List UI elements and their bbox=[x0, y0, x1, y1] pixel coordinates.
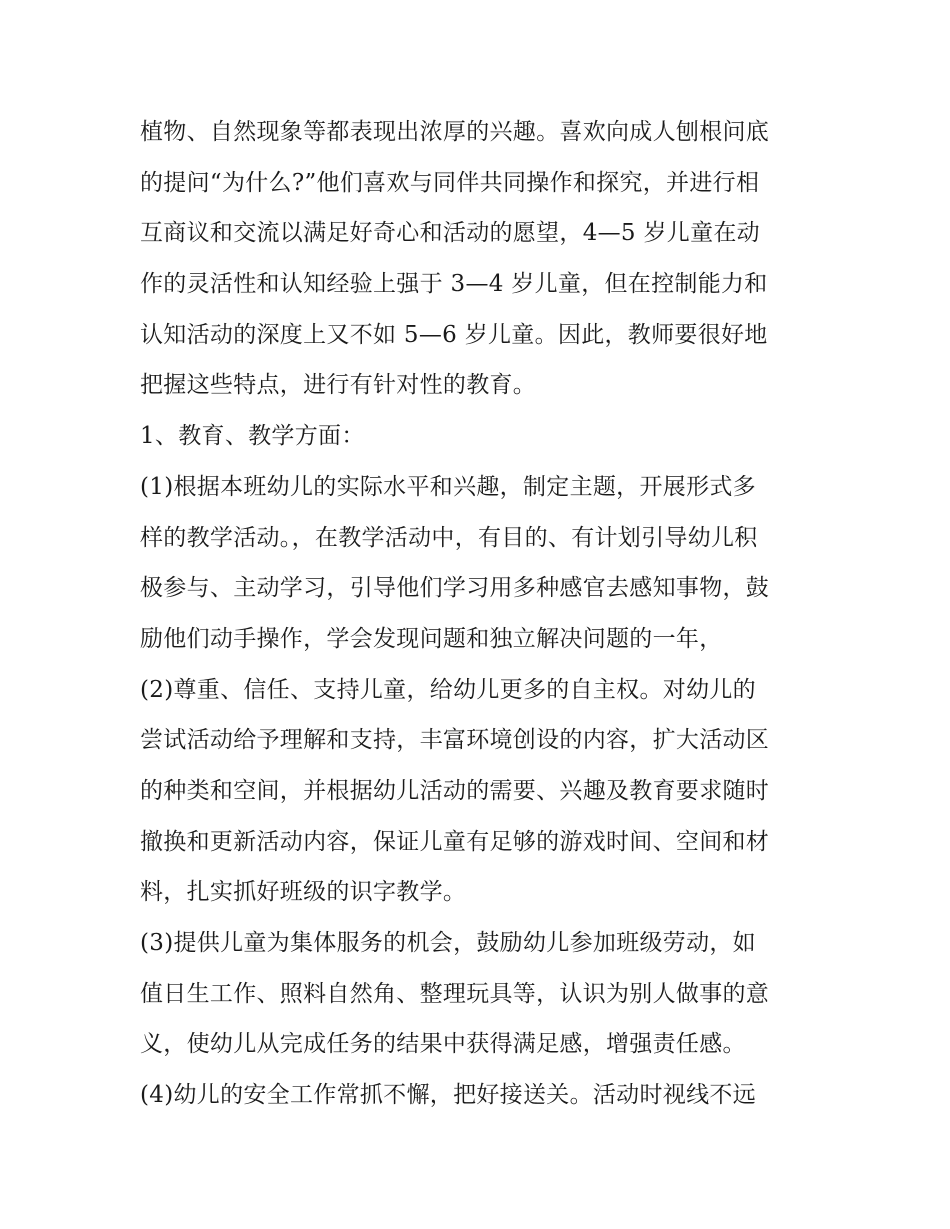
text-line: 极参与、主动学习，引导他们学习用多种感官去感知事物，鼓 bbox=[140, 575, 770, 602]
document-body bbox=[140, 107, 820, 1121]
text-line: 互商议和交流以满足好奇心和活动的愿望，4—5 岁儿童在动 bbox=[140, 220, 760, 247]
text-line: 把握这些特点，进行有针对性的教育。 bbox=[140, 372, 537, 399]
text-line: 励他们动手操作，学会发现问题和独立解决问题的一年， bbox=[140, 625, 723, 652]
text-line: 作的灵活性和认知经验上强于 3—4 岁儿童，但在控制能力和 bbox=[140, 271, 768, 298]
section-heading: 1、教育、教学方面： bbox=[140, 423, 365, 450]
text-line: 的提问“为什么?”他们喜欢与同伴共同操作和探究，并进行相 bbox=[140, 169, 760, 196]
text-line: 植物、自然现象等都表现出浓厚的兴趣。喜欢向成人刨根问底 bbox=[140, 119, 770, 145]
text-line: (1)根据本班幼儿的实际水平和兴趣，制定主题，开展形式多 bbox=[140, 473, 756, 500]
text-line: 料，扎实抓好班级的识字教学。 bbox=[140, 879, 467, 906]
text-line: 样的教学活动。，在教学活动中，有目的、有计划引导幼儿积 bbox=[140, 524, 758, 551]
text-line: (2)尊重、信任、支持儿童，给幼儿更多的自主权。对幼儿的 bbox=[140, 676, 756, 703]
text-line: 的种类和空间，并根据幼儿活动的需要、兴趣及教育要求随时 bbox=[140, 777, 770, 804]
text-line: 认知活动的深度上又不如 5—6 岁儿童。因此，教师要很好地 bbox=[140, 321, 768, 348]
text-line: (4)幼儿的安全工作常抓不懈，把好接送关。活动时视线不远 bbox=[140, 1082, 756, 1109]
text-line: (3)提供儿童为集体服务的机会，鼓励幼儿参加班级劳动，如 bbox=[140, 930, 756, 956]
text-line: 撤换和更新活动内容，保证儿童有足够的游戏时间、空间和材 bbox=[140, 828, 770, 855]
text-line: 尝试活动给予理解和支持，丰富环境创设的内容，扩大活动区 bbox=[140, 727, 770, 754]
text-line: 值日生工作、照料自然角、整理玩具等，认识为别人做事的意 bbox=[140, 980, 770, 1007]
text-line: 义，使幼儿从完成任务的结果中获得满足感，增强责任感。 bbox=[140, 1031, 746, 1058]
